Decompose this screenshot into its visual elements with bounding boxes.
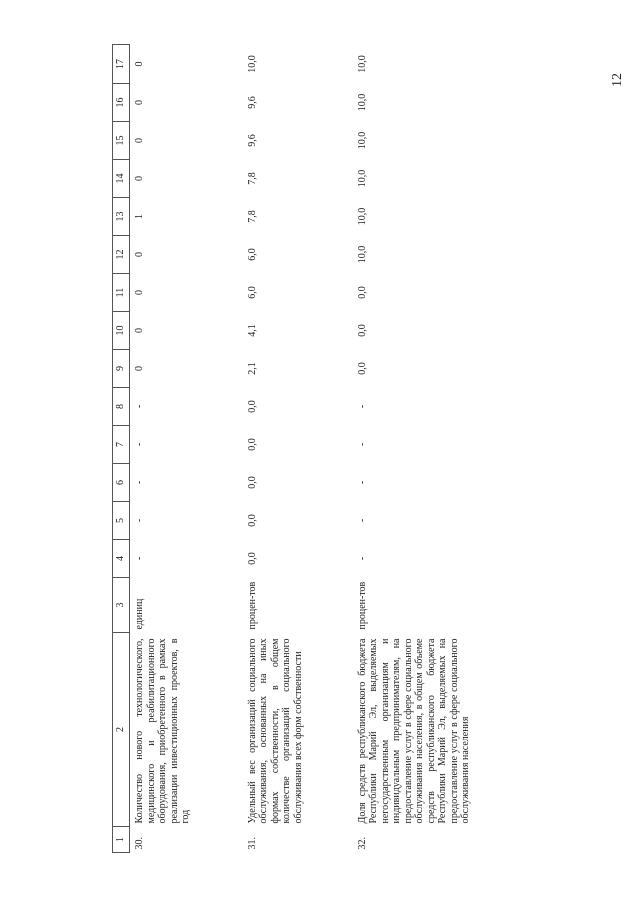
column-header: 9 (113, 350, 130, 388)
value-cell: - (356, 480, 368, 485)
column-header: 1 (113, 827, 130, 853)
rotated-table-container (112, 47, 555, 853)
value-cell: 2,1 (246, 362, 258, 375)
header-row (113, 45, 130, 853)
value-cell: - (134, 442, 145, 447)
value-cell: - (356, 442, 368, 447)
value-cell: 0,0 (356, 324, 368, 337)
column-header: 8 (113, 388, 130, 426)
value-cell: 7,8 (246, 210, 258, 223)
value-cell: 4,1 (246, 324, 258, 337)
value-cell: 9,6 (246, 96, 258, 109)
value-cell: 0,0 (246, 400, 258, 413)
indicator-description: Доля средств республиканского бюджета Республики Марий Эл, выделяемых негосударственным организациям и индивидуальным предпринимателям, на предоставление услуг в сфере социального обслуживания населения, в общем объеме средств республиканского бюджета Республики Марий Эл, выделяемых на предоставление услуг в сфере социального обслуживания населения (356, 638, 471, 824)
value-cell: - (356, 404, 368, 409)
column-header: 11 (113, 274, 130, 312)
value-cell: - (134, 480, 145, 485)
value-cell: 0,0 (356, 286, 368, 299)
value-cell: 0,0 (246, 438, 258, 451)
column-header: 12 (113, 236, 130, 274)
value-cell: 1 (134, 214, 145, 219)
indicators-table (112, 44, 553, 853)
value-cell: - (134, 556, 145, 561)
unit-cell: процен-тов (246, 581, 258, 630)
value-cell: 10,0 (246, 55, 258, 73)
column-header: 6 (113, 464, 130, 502)
column-header: 4 (113, 540, 130, 578)
value-cell: 0 (134, 366, 145, 371)
column-header: 5 (113, 502, 130, 540)
value-cell: 10,0 (356, 131, 368, 150)
page-number: 12 (610, 73, 625, 87)
row-number: 31. (246, 837, 258, 850)
column-header: 15 (113, 122, 130, 160)
value-cell: - (356, 556, 368, 561)
value-cell: 0 (134, 61, 145, 67)
value-cell: 0 (134, 252, 145, 257)
value-cell: - (134, 404, 145, 409)
table-row (243, 45, 353, 853)
value-cell: 10,0 (356, 55, 368, 73)
value-cell: 9,6 (246, 134, 258, 147)
value-cell: 7,8 (246, 172, 258, 185)
table-row (353, 45, 553, 853)
value-cell: 0 (134, 100, 145, 105)
value-cell: 6,0 (246, 248, 258, 261)
value-cell: 10,0 (356, 93, 368, 112)
column-header: 3 (113, 578, 130, 633)
value-cell: 0,0 (246, 552, 258, 565)
column-header: 16 (113, 84, 130, 122)
indicator-description: Количество нового технологического, медицинского и реабилитационного оборудования, приобретенного в рамках реализации инвестиционных проектов, в год (134, 638, 191, 824)
value-cell: 0 (134, 138, 145, 143)
value-cell: 0,0 (356, 362, 368, 375)
column-header: 17 (113, 45, 130, 84)
indicator-description: Удельный вес организаций социального обслуживания, основанных на иных формах собственности, в общем количестве организаций социального обслуживания всех форм собственности (246, 638, 304, 824)
row-number: 32. (356, 837, 368, 850)
column-header: 10 (113, 312, 130, 350)
value-cell: 6,0 (246, 286, 258, 299)
value-cell: 10,0 (356, 207, 368, 226)
value-cell: 0 (134, 328, 145, 333)
value-cell: 0 (134, 290, 145, 295)
value-cell: - (134, 518, 145, 523)
column-header: 14 (113, 160, 130, 198)
unit-cell: процен-тов (356, 581, 368, 630)
value-cell: 0 (134, 176, 145, 181)
value-cell: 0,0 (246, 476, 258, 489)
column-header: 2 (113, 633, 130, 827)
column-header: 13 (113, 198, 130, 236)
table-row (130, 45, 243, 853)
column-header: 7 (113, 426, 130, 464)
value-cell: 10,0 (356, 245, 368, 264)
row-number: 30. (134, 837, 145, 850)
unit-cell: единиц (134, 598, 145, 630)
value-cell: - (356, 518, 368, 523)
value-cell: 0,0 (246, 514, 258, 527)
value-cell: 10,0 (356, 169, 368, 188)
